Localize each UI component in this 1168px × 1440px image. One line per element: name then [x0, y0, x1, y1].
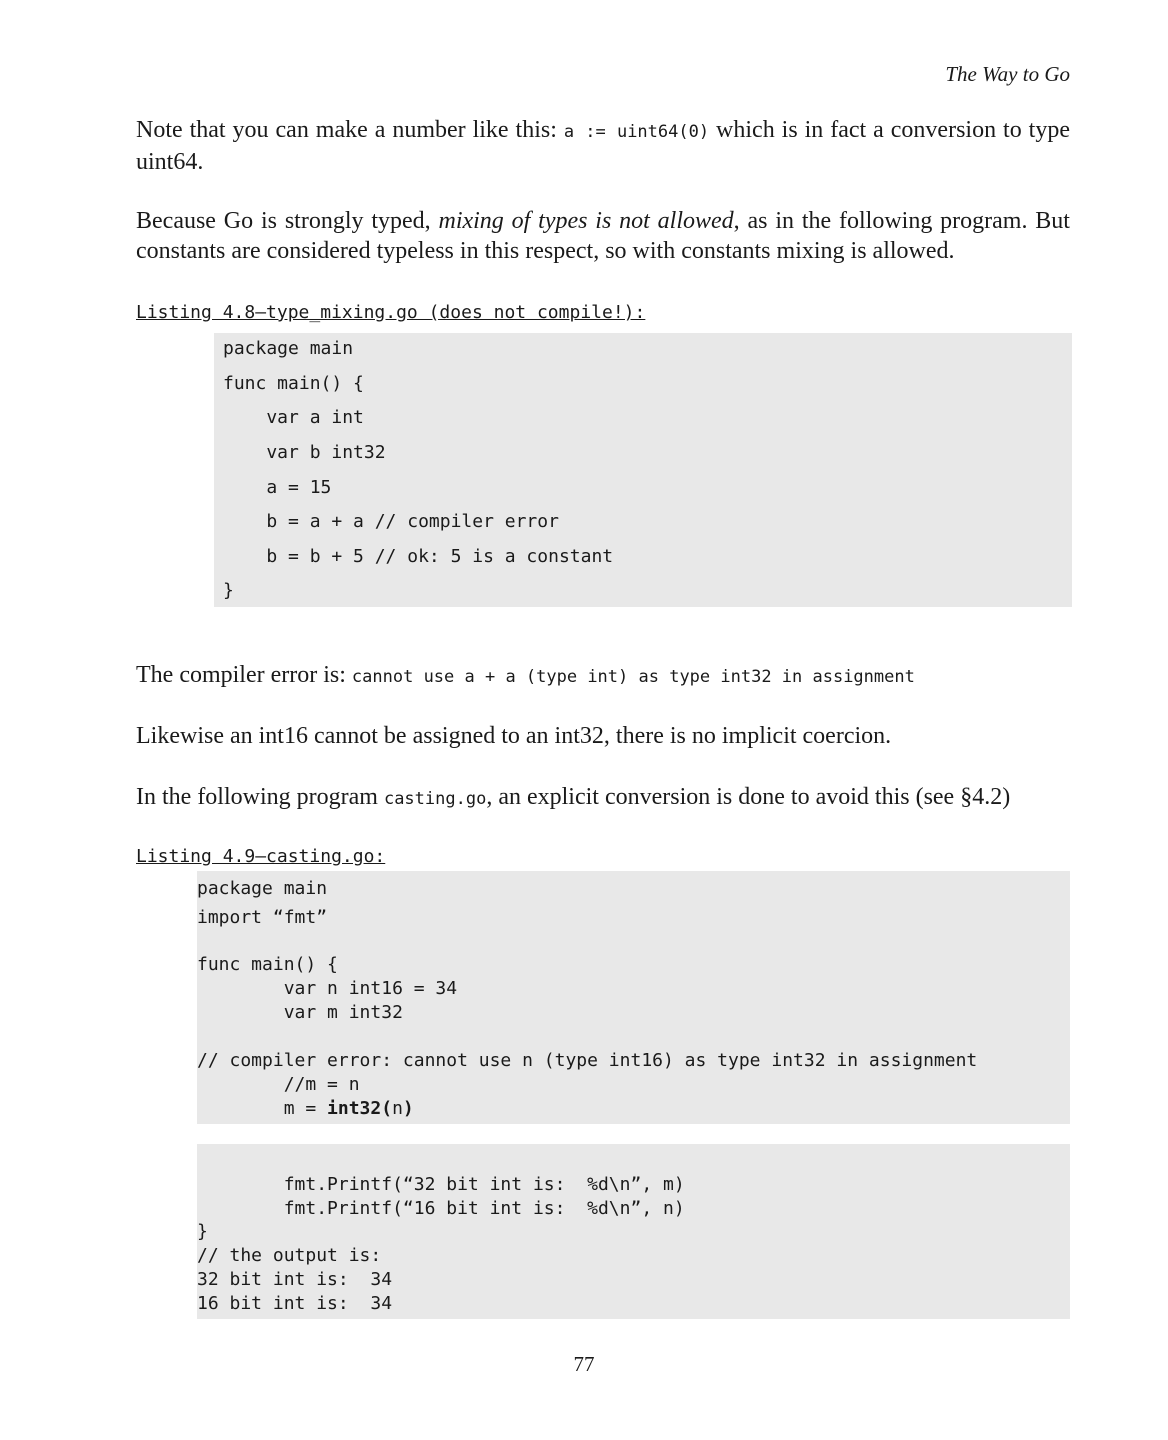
paragraph-text: , an explicit conversion is done to avoid this (see §4.2) [486, 784, 1011, 810]
listing-4-8-title: Listing 4.8—type_mixing.go (does not compile!): [136, 302, 646, 323]
code-text: n [392, 1098, 403, 1119]
listing-4-8-code-block [214, 333, 1072, 607]
paragraph-uint64-note [136, 115, 1070, 177]
inline-code: casting.go [383, 789, 487, 809]
code-line: // the output is: [197, 1245, 382, 1266]
code-line: a = 15 [223, 477, 332, 498]
code-line: b = b + 5 // ok: 5 is a constant [223, 546, 614, 567]
emphasis-text: mixing of types is not allowed [438, 208, 734, 234]
paragraph-text: Note that you can make a number like this: [136, 117, 564, 143]
paragraph-text: Because Go is strongly typed, [136, 208, 439, 234]
code-line: //m = n [197, 1074, 360, 1095]
code-line: fmt.Printf(“32 bit int is: %d\n”, m) [197, 1174, 685, 1195]
code-line: func main() { [223, 373, 364, 394]
paragraph-text: , as in the following program. But constants are considered typeless in this respect, so with constants mixing is allowed. [136, 208, 1070, 264]
code-line: var m int32 [197, 1002, 403, 1023]
inline-code: a := uint64(0) [563, 122, 710, 142]
code-line: var b int32 [223, 442, 386, 463]
code-text: m = [197, 1098, 328, 1119]
inline-code: cannot use a + a (type int) as type int32 in assignment [351, 667, 915, 687]
paragraph-text: The compiler error is: [136, 662, 352, 688]
paragraph-text: In the following program [136, 784, 384, 810]
listing-4-9-code-block-2 [197, 1144, 1070, 1319]
page-number: 77 [573, 1352, 595, 1376]
code-line: import “fmt” [197, 907, 328, 928]
code-line: 32 bit int is: 34 [197, 1269, 393, 1290]
paragraph-casting-intro [136, 782, 1070, 814]
code-line: b = a + a // compiler error [223, 511, 559, 532]
code-text-bold: int32( [327, 1098, 393, 1119]
code-line: package main [223, 338, 354, 359]
code-line: fmt.Printf(“16 bit int is: %d\n”, n) [197, 1198, 685, 1219]
code-line: package main [197, 878, 328, 899]
paragraph-strong-typing [136, 206, 1070, 266]
paragraph-text: which is in fact a conversion to type uint64. [136, 117, 1070, 175]
code-line: var a int [223, 407, 364, 428]
code-line: var n int16 = 34 [197, 978, 458, 999]
code-line: } [223, 580, 234, 601]
code-text-bold: ) [402, 1098, 414, 1119]
code-line: 16 bit int is: 34 [197, 1293, 393, 1314]
code-line: } [197, 1221, 208, 1242]
listing-4-9-title: Listing 4.9—casting.go: [136, 846, 386, 867]
running-head: The Way to Go [945, 62, 1070, 86]
code-line: // compiler error: cannot use n (type int16) as type int32 in assignment [197, 1050, 978, 1071]
code-line-conversion [197, 1098, 414, 1119]
code-line: func main() { [197, 954, 338, 975]
paragraph-coercion: Likewise an int16 cannot be assigned to an int32, there is no implicit coercion. [136, 723, 892, 749]
listing-4-9-code-block-1 [197, 871, 1070, 1124]
paragraph-compiler-error [136, 660, 1070, 692]
